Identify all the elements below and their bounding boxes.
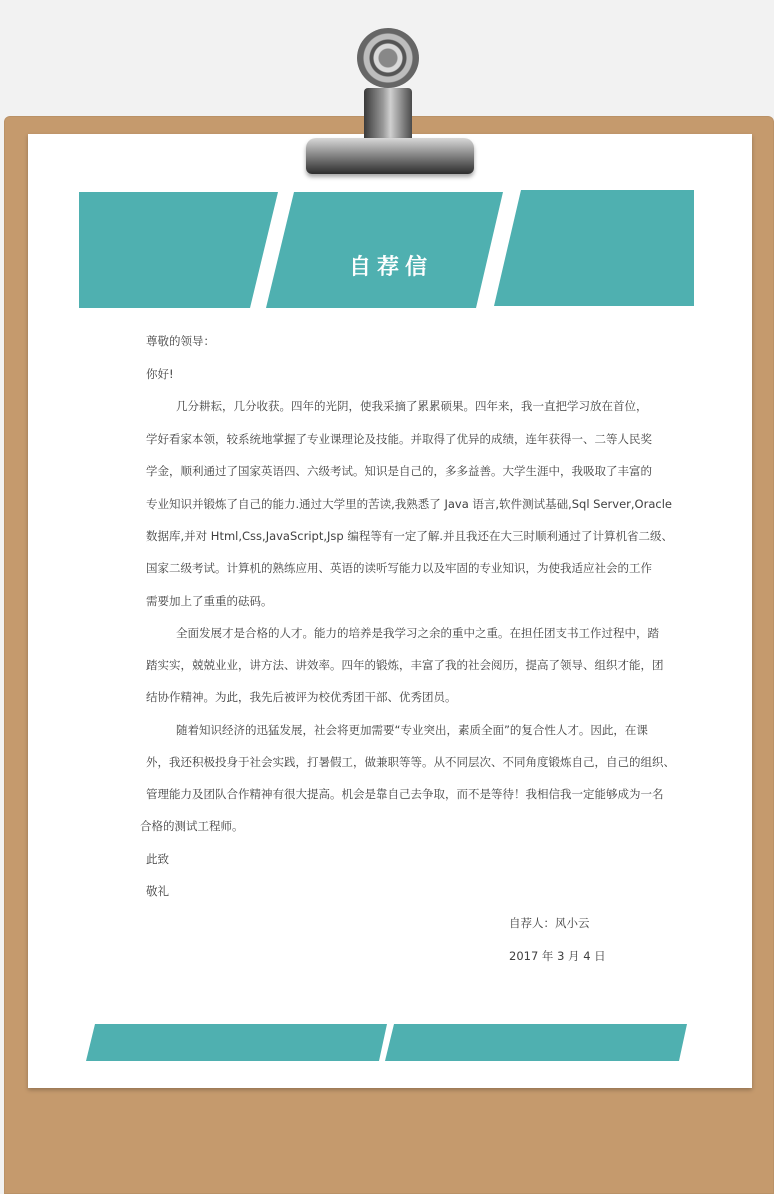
body-line: 合格的测试工程师。 — [140, 819, 244, 833]
letter-signature: 自荐人：风小云 — [509, 916, 590, 930]
header-band-right — [494, 190, 694, 306]
body-line: 外，我还积极投身于社会实践，打暑假工，做兼职等等。从不同层次、不同角度锻炼自己，自己的组织、 — [146, 755, 675, 769]
letter-date: 2017 年 3 月 4 日 — [509, 949, 606, 963]
footer-band-left — [86, 1024, 387, 1061]
footer-band-right — [385, 1024, 687, 1061]
body-line: 学好看家本领，较系统地掌握了专业课理论及技能。并取得了优异的成绩，连年获得一、二等人民奖 — [146, 432, 652, 446]
body-line: 几分耕耘，几分收获。四年的光阴，使我采摘了累累硕果。四年来，我一直把学习放在首位， — [176, 399, 648, 413]
body-line: 专业知识并锻炼了自己的能力.通过大学里的苦读,我熟悉了 Java 语言,软件测试基础,Sql Server,Oracle — [146, 497, 672, 511]
body-line: 踏实实，兢兢业业，讲方法、讲效率。四年的锻炼，丰富了我的社会阅历，提高了领导、组织才能，团 — [146, 658, 664, 672]
letter-greeting: 尊敬的领导： — [146, 334, 215, 348]
body-line: 需要加上了重重的砝码。 — [146, 594, 273, 608]
body-line: 全面发展才是合格的人才。能力的培养是我学习之余的重中之重。在担任团支书工作过程中，踏 — [176, 626, 659, 640]
letter-title: 自荐信 — [348, 255, 433, 280]
body-line: 国家二级考试。计算机的熟练应用、英语的读听写能力以及牢固的专业知识，为使我适应社会的工作 — [146, 561, 652, 575]
body-line: 学金，顺利通过了国家英语四、六级考试。知识是自己的，多多益善。大学生涯中，我吸取了丰富的 — [146, 464, 652, 478]
letter-salutation: 你好! — [146, 367, 174, 381]
body-line: 随着知识经济的迅猛发展，社会将更加需要“专业突出，素质全面”的复合性人才。因此，在课 — [176, 723, 648, 737]
header-band-left — [79, 192, 278, 308]
body-line: 数据库,并对 Html,Css,JavaScript,Jsp 编程等有一定了解.并且我还在大三时顺利通过了计算机省二级、 — [146, 529, 673, 543]
letter-closing: 敬礼 — [146, 884, 169, 898]
letter-closing: 此致 — [146, 852, 169, 866]
body-line: 管理能力及团队合作精神有很大提高。机会是靠自己去争取，而不是等待！我相信我一定能够成为一名 — [146, 787, 664, 801]
body-line: 结协作精神。为此，我先后被评为校优秀团干部、优秀团员。 — [146, 690, 457, 704]
